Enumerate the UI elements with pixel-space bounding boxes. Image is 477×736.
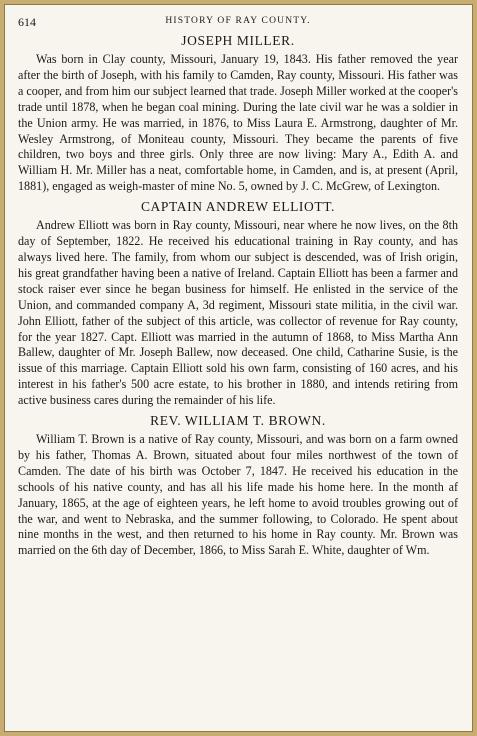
section-heading: JOSEPH MILLER.: [181, 33, 295, 48]
book-page: [4, 4, 473, 732]
biography-joseph-miller: [18, 33, 458, 195]
biography-william-t-brown: [18, 413, 458, 559]
page-number: 614: [18, 15, 36, 29]
section-body: Was born in Clay county, Missouri, January 19, 1843. His father removed the year after the birth of Joseph, with his family to Camden, Ray county, Missouri. His father was a cooper, and from him our subject learned that trade. Joseph Miller worked at the cooper's trade until 1878, when he began coal mining. During the late civil war he was a soldier in the Union army. He was married, in 1876, to Miss Laura E. Armstrong, daughter of Mr. Wesley Armstrong, of Moniteau county, Missouri. They became the parents of five children, two boys and three girls. Only three are now living: Mary A., Edith A. and William H. Mr. Miller has a neat, comfortable home, in Camden, and is, at present (April, 1881), engaged as weigh-master of mine No. 5, owned by J. C. McGrew, of Lexington.: [18, 52, 458, 194]
running-head-title: HISTORY OF RAY COUNTY.: [165, 16, 311, 26]
section-body: William T. Brown is a native of Ray county, Missouri, and was born on a farm owned by his father, Thomas A. Brown, situated about four miles northwest of the town of Camden. The date of his birth was October 7, 1847. He received his education in the schools of his native county, and has all his life made his home here. In the month af January, 1865, at the age of eighteen years, he left home to avoid troubles growing out of the war, and went to Nebraska, and the summer following, to Colorado. He spent about nine months in the west, and then returned to his home in Ray county. Mr. Brown was married on the 6th day of December, 1866, to Miss Sarah E. White, daughter of Wm.: [18, 432, 458, 558]
running-head: [18, 11, 458, 29]
biography-andrew-elliott: [18, 199, 458, 409]
section-heading: CAPTAIN ANDREW ELLIOTT.: [140, 199, 336, 215]
section-heading: REV. WILLIAM T. BROWN.: [150, 413, 326, 429]
section-body: Andrew Elliott was born in Ray county, Missouri, near where he now lives, on the 8th day of September, 1822. He received his educational training in Ray county, and has always lived here. The family, from whom our subject is descended, was of Irish origin, his great grandfather having been a native of Ireland. Captain Elliott has been a farmer and stock raiser ever since he began business for himself. He enlisted in the service of the Union, and commanded company A, 3d regiment, Missouri state militia, in the civil war. John Elliott, father of the subject of this article, was collector of revenue for Ray county, for the year 1827. Capt. Elliott was married in the autumn of 1868, to Miss Martha Ann Ballew, daughter of Mr. Joseph Ballew, now deceased. One child, Catharine Susie, is the issue of this marriage. Captain Elliott sold his own farm, consisting of 160 acres, and his interest in his father's 500 acre estate, to his brother in 1880, and intends retiring from active business cares during the remainder of his life.: [18, 218, 458, 408]
